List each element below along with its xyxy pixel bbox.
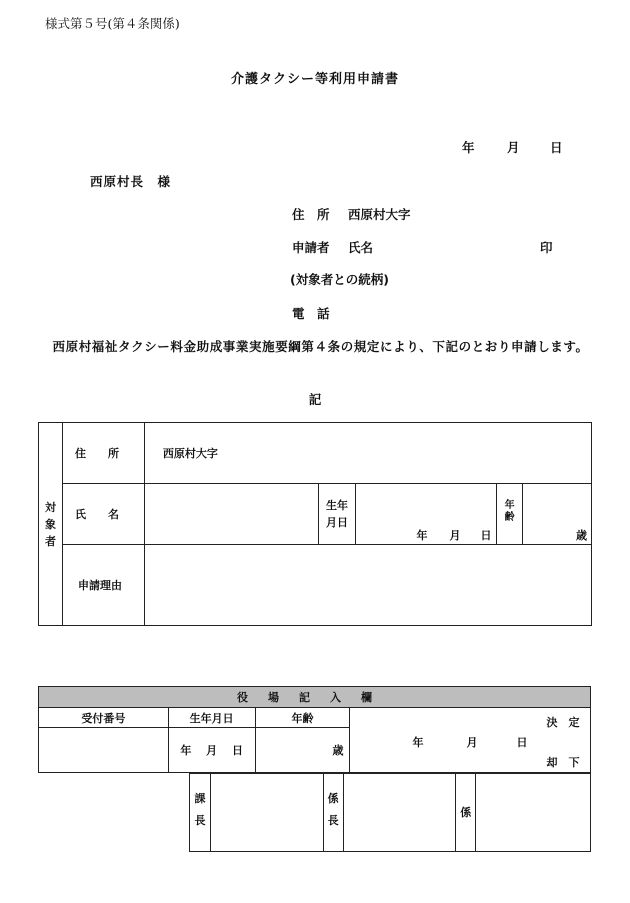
relation-label: (対象者との続柄) xyxy=(290,272,389,287)
receipt-number-field[interactable] xyxy=(39,728,169,773)
section-chief-label: 課 長 xyxy=(190,774,211,852)
subject-address-label: 住 所 xyxy=(62,423,144,484)
office-birth-day: 日 xyxy=(232,744,244,757)
applicant-label: 申請者 xyxy=(292,240,330,255)
subject-side-label: 対 象 者 xyxy=(39,423,63,626)
birth-date-field[interactable] xyxy=(356,484,497,545)
birth-day-label: 日 xyxy=(480,529,492,542)
subject-name-label: 氏 名 xyxy=(62,484,144,545)
date-year-label: 年 xyxy=(462,140,475,155)
office-age-header: 年齢 xyxy=(255,708,350,728)
phone-label: 電 話 xyxy=(292,306,330,321)
rejection-label: 却 下 xyxy=(546,756,580,769)
reason-label: 申請理由 xyxy=(62,545,144,626)
receipt-number-header: 受付番号 xyxy=(39,708,169,728)
age-unit: 歳 xyxy=(576,529,587,542)
form-number: 様式第５号(第４条関係) xyxy=(45,16,180,31)
section-chief-stamp[interactable] xyxy=(210,774,323,852)
subsection-chief-stamp[interactable] xyxy=(343,774,456,852)
staff-stamp[interactable] xyxy=(476,774,591,852)
decision-label: 決 定 xyxy=(546,716,580,729)
addressee: 西原村長 様 xyxy=(90,174,172,189)
body-text: 西原村福祉タクシー料金助成事業実施要綱第４条の規定により、下記のとおり申請します。 xyxy=(52,339,589,354)
staff-label: 係 xyxy=(456,774,476,852)
subject-name-field[interactable] xyxy=(144,484,318,545)
age-field[interactable] xyxy=(523,484,592,545)
office-table xyxy=(38,686,591,773)
date-month-label: 月 xyxy=(507,140,520,155)
subject-table xyxy=(38,422,592,626)
applicant-address-label: 住 所 xyxy=(292,207,330,222)
office-birth-year: 年 xyxy=(180,744,192,757)
applicant-name-label: 氏名 xyxy=(348,240,374,255)
decision-cell[interactable] xyxy=(350,708,591,773)
birth-month-label: 月 xyxy=(449,529,461,542)
birth-date-label: 生年 月日 xyxy=(318,484,356,545)
reason-field[interactable] xyxy=(144,545,591,626)
subject-address-value[interactable]: 西原村大字 xyxy=(144,423,591,484)
office-birth-field[interactable] xyxy=(168,728,255,773)
office-header: 役場記入欄 xyxy=(39,687,591,708)
date-day-label: 日 xyxy=(550,140,563,155)
ki-heading: 記 xyxy=(308,392,322,407)
decision-day-label: 日 xyxy=(516,736,528,749)
office-age-field[interactable] xyxy=(255,728,350,773)
approval-table xyxy=(189,773,591,852)
applicant-address-value: 西原村大字 xyxy=(348,207,411,222)
birth-year-label: 年 xyxy=(416,529,428,542)
seal-mark: 印 xyxy=(540,240,553,255)
office-age-unit: 歳 xyxy=(332,744,344,757)
decision-month-label: 月 xyxy=(466,736,478,749)
decision-year-label: 年 xyxy=(412,736,424,749)
age-label: 年 齢 xyxy=(497,484,523,545)
office-birth-header: 生年月日 xyxy=(168,708,255,728)
subsection-chief-label: 係 長 xyxy=(323,774,343,852)
office-birth-month: 月 xyxy=(206,744,218,757)
document-title: 介護タクシー等利用申請書 xyxy=(230,72,399,87)
